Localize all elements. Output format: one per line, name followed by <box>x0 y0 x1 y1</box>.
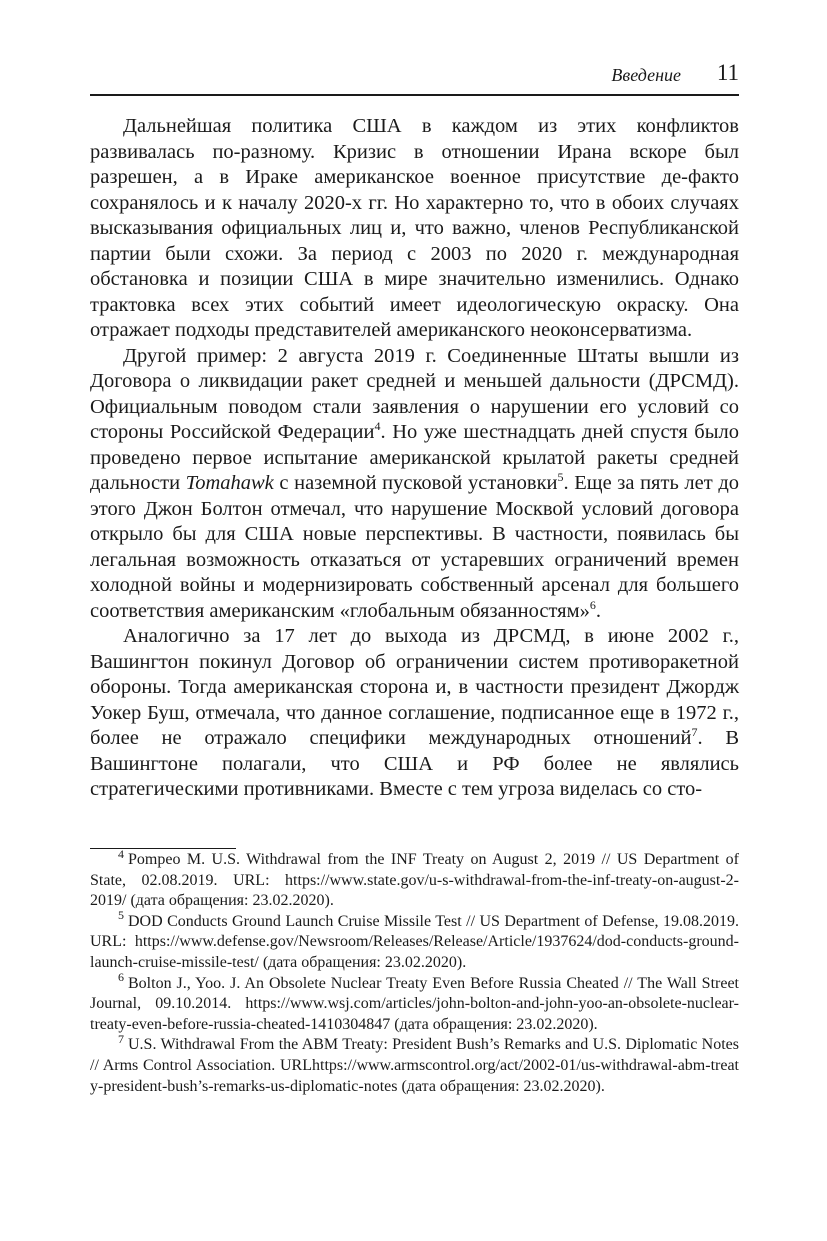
paragraph-text: с наземной пусковой установки <box>273 472 558 494</box>
paragraph <box>90 114 739 344</box>
paragraph-text: . Но уже шестнадцать дней спустя было проведено первое испытание американской крылатой ракеты средней дальности <box>90 421 739 494</box>
footnote-number: 4 <box>118 846 124 861</box>
footnote-number: 6 <box>118 970 124 985</box>
footnote-ref: 7 <box>691 725 698 740</box>
footnote-text: DOD Conducts Ground Launch Cruise Missile Test // US Department of Defense, 19.08.2019. URL: https://www.defense.gov/Newsroom/Releases/Release/Article/1937624/dod-conducts-ground-launch-cruise-missile-test/ (дата обращения: 23.02.2020). <box>90 912 739 971</box>
paragraph <box>90 344 739 625</box>
running-header <box>90 60 739 96</box>
footnote-text: Bolton J., Yoo. J. An Obsolete Nuclear Treaty Even Before Russia Cheated // The Wall Street Journal, 09.10.2014. https://www.wsj.com/articles/john-bolton-and-john-yoo-an-obsolete-nuclear-treaty-even-before-russia-cheated-1410304847 (дата обращения: 23.02.2020). <box>90 974 739 1033</box>
italic-term: Tomahawk <box>185 472 274 494</box>
paragraph-text: . В Вашингтоне полагали, что США и РФ более не являлись стратегическими противниками. Вместе с тем угроза виделась со сто- <box>90 727 739 800</box>
footnote <box>90 846 739 912</box>
footnote <box>90 1032 739 1097</box>
footnote-number: 5 <box>118 908 124 923</box>
paragraph-text: . <box>595 599 601 622</box>
footnote <box>90 908 739 974</box>
section-title: Введение <box>611 65 681 85</box>
footnote-text: U.S. Withdrawal From the ABM Treaty: President Bush’s Remarks and U.S. Diplomatic Notes // Arms Control Association. URLhttps://www.armscontrol.org/act/2002-01/us-withdrawal-abm-treaty-president-bush’s-remarks-us-diplomatic-notes (дата обращения: 23.02.2020). <box>90 1036 739 1095</box>
footnotes <box>90 846 739 1097</box>
page-number: 11 <box>716 60 739 85</box>
paragraph-text: . Еще за пять лет до этого Джон Болтон отмечал, что нарушение Москвой условий договора открыло бы для США новые перспективы. В частности, появилась бы легальная возможность отказаться от устаревших ограничений времен холодной войны и модернизировать собственный арсенал для большего соответствия американским «глобальным обязанностям» <box>90 472 739 622</box>
footnote-ref: 5 <box>557 470 564 485</box>
paragraph-text: Другой пример: 2 августа 2019 г. Соединенные Штаты вышли из Договора о ликвидации ракет средней и меньшей дальности (ДРСМД). Официальным поводом стали заявления о нарушении его условий со стороны Российской Федерации <box>90 344 739 443</box>
footnote-divider <box>90 848 236 849</box>
main-text <box>90 114 739 803</box>
footnote-number: 7 <box>118 1032 124 1047</box>
paragraph <box>90 624 739 803</box>
paragraph-text: Дальнейшая политика США в каждом из этих конфликтов развивалась по-разному. Кризис в отношении Ирана вскоре был разрешен, а в Ираке американское военное присутствие де-факто сохранялось и к началу 2020-х гг. Но характерно то, что в обоих случаях высказывания официальных лиц и, что важно, членов Республиканской партии были схожи. За период с 2003 по 2020 г. международная обстановка и позиции США в мире значительно изменились. Однако трактовка всех этих событий имеет идеологическую окраску. Она отражает подходы представителей американского неоконсерватизма. <box>90 115 739 341</box>
footnote-ref: 6 <box>589 597 596 612</box>
footnote-ref: 4 <box>374 419 381 434</box>
footnote-text: Pompeo M. U.S. Withdrawal from the INF Treaty on August 2, 2019 // US Department of State, 02.08.2019. URL: https://www.state.gov/u-s-withdrawal-from-the-inf-treaty-on-august-2-2019/ (дата обращения: 23.02.2020). <box>90 851 739 910</box>
paragraph-text: Аналогично за 17 лет до выхода из ДРСМД, в июне 2002 г., Вашингтон покинул Договор об ограничении систем противоракетной обороны. Тогда американская сторона и, в частности президент Джордж Уокер Буш, отмечала, что данное соглашение, подписанное еще в 1972 г., более не отражало специфики международных отношений <box>90 625 739 749</box>
footnote <box>90 970 739 1036</box>
